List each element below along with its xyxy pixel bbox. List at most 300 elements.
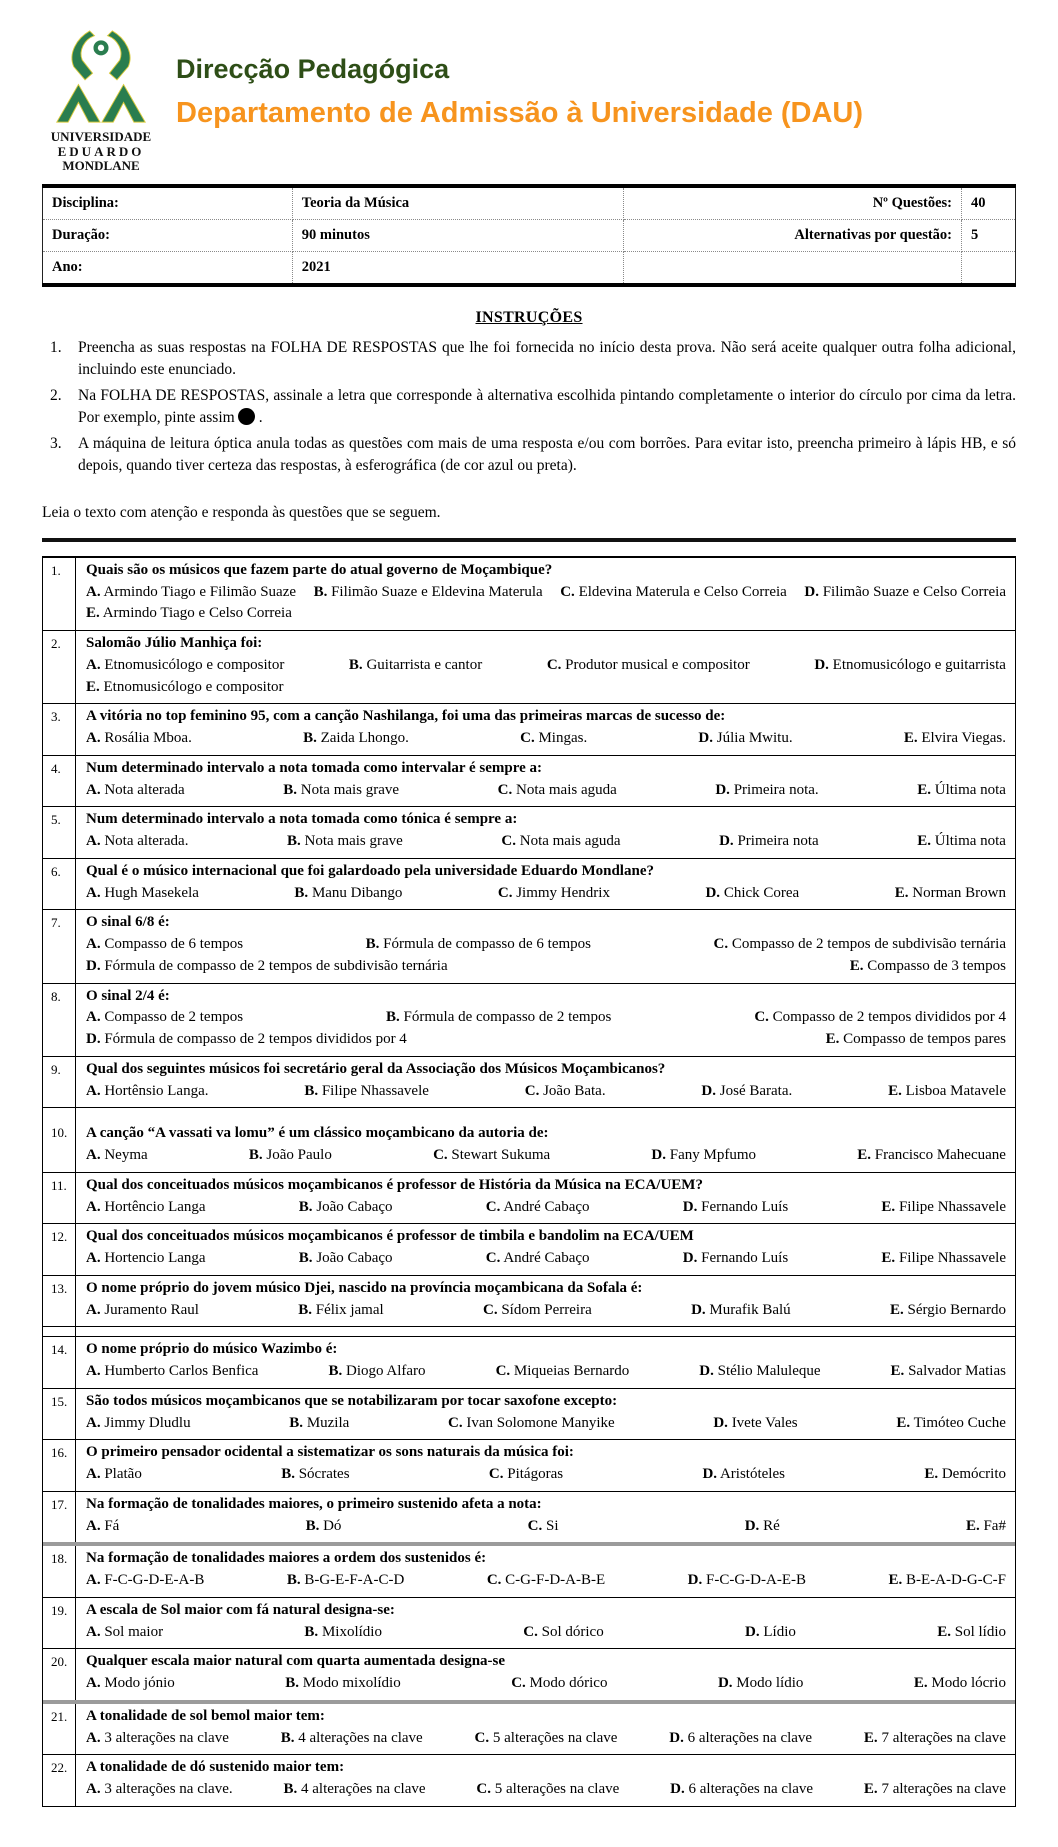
option — [328, 1361, 425, 1383]
option-letter: A. — [86, 1301, 101, 1318]
option — [86, 934, 243, 956]
instruction-item-2 — [42, 385, 1016, 430]
option — [804, 582, 1006, 604]
option-letter: B. — [283, 781, 298, 798]
option-letter: E. — [86, 605, 100, 622]
option-letter: B. — [298, 1301, 313, 1318]
option-text: Filipe Nhassavele — [321, 1082, 429, 1099]
option-letter: C. — [754, 1009, 769, 1026]
option — [498, 883, 610, 905]
option-letter: B. — [304, 1082, 319, 1099]
option-letter: C. — [713, 936, 729, 953]
option-text: Fernando Luís — [701, 1198, 789, 1215]
question-number: 9. — [43, 1057, 76, 1108]
option-text: Elvira Viegas. — [921, 730, 1006, 747]
option — [924, 1464, 1006, 1486]
option-text: Modo lídio — [736, 1675, 804, 1692]
option-text: 3 alterações na clave — [104, 1729, 229, 1746]
question-text: São todos músicos moçambicanos que se notabilizaram por tocar saxofone excepto: — [86, 1392, 618, 1409]
option-text: Ivan Solomone Manyike — [466, 1414, 615, 1431]
option — [714, 934, 1006, 956]
option-text: Etnomusicólogo e compositor — [104, 656, 285, 673]
filled-circle-example-icon — [238, 408, 255, 425]
separator-double-rule — [42, 538, 1016, 542]
question-options — [86, 780, 1006, 802]
option-text: Jimmy Dludlu — [104, 1414, 191, 1431]
uem-logo — [42, 26, 160, 174]
option — [86, 1081, 208, 1103]
option — [284, 1779, 426, 1801]
option — [86, 1248, 206, 1270]
option-letter: C. — [501, 833, 516, 850]
option — [523, 1622, 603, 1644]
instruction-number: 2. — [50, 386, 62, 404]
option-letter: C. — [523, 1623, 538, 1640]
option-letter: E. — [890, 1363, 905, 1380]
option — [86, 1029, 407, 1051]
option — [688, 1570, 806, 1592]
question-row — [43, 1336, 1015, 1388]
option-text: Hortênsio Langa. — [104, 1082, 209, 1099]
option — [857, 1145, 1006, 1167]
option — [86, 1779, 233, 1801]
option-text: Murafik Balú — [709, 1301, 791, 1318]
option-letter: B. — [298, 1250, 313, 1267]
question-body — [76, 910, 1015, 982]
option — [86, 831, 188, 853]
question-body — [76, 1389, 1015, 1440]
option — [864, 1728, 1006, 1750]
option-text: Compasso de 2 tempos divididos por 4 — [772, 1009, 1006, 1026]
option-text: Primeira nota — [737, 833, 819, 850]
option-text: Filipe Nhassavele — [898, 1198, 1006, 1215]
question-number: 3. — [43, 704, 76, 755]
question-number: 2. — [43, 631, 76, 703]
option — [304, 1081, 429, 1103]
option-letter: A. — [86, 1466, 101, 1483]
option — [698, 728, 792, 750]
option — [496, 1361, 630, 1383]
option — [917, 780, 1006, 802]
option — [86, 1197, 206, 1219]
question-body — [76, 1108, 1015, 1172]
question-row — [43, 703, 1015, 755]
option-text: João Cabaço — [316, 1250, 393, 1267]
question-text: Salomão Júlio Manhiça foi: — [86, 635, 263, 652]
option-letter: E. — [924, 1466, 939, 1483]
question-gap-number-cell — [43, 1327, 76, 1336]
option-text: Última nota — [934, 781, 1006, 798]
option — [864, 1779, 1006, 1801]
option-text: Modo jónio — [104, 1675, 175, 1692]
option — [691, 1300, 791, 1322]
option — [560, 582, 787, 604]
option-letter: C. — [527, 1517, 543, 1534]
question-text: A escala de Sol maior com fá natural designa-se: — [86, 1601, 395, 1618]
option-letter: E. — [965, 1517, 980, 1534]
question-row — [43, 1439, 1015, 1491]
question-number: 22. — [43, 1755, 76, 1806]
option — [386, 1007, 611, 1029]
option-letter: B. — [281, 1466, 295, 1483]
question-body — [76, 1057, 1015, 1108]
header-title-departamento-dau: Departamento de Admissão à Universidade (DAU) — [176, 97, 864, 129]
option — [304, 1622, 382, 1644]
option-letter: E. — [889, 1301, 904, 1318]
question-row — [43, 806, 1015, 858]
option-text: Miqueias Bernardo — [513, 1363, 630, 1380]
option — [914, 1673, 1006, 1695]
option-letter: B. — [283, 1781, 298, 1798]
question-options — [86, 1300, 1006, 1322]
question-row — [43, 1700, 1015, 1755]
question-number: 15. — [43, 1389, 76, 1440]
option-text: 6 alterações na clave — [687, 1729, 813, 1746]
option-text: Muzila — [306, 1414, 350, 1431]
question-number: 7. — [43, 910, 76, 982]
option-text: Modo dórico — [529, 1675, 608, 1692]
option-text: Demócrito — [941, 1466, 1006, 1483]
info-value-duracao: 90 minutos — [292, 219, 624, 251]
option-text: Sol dórico — [541, 1623, 604, 1640]
question-gap-body-cell — [76, 1327, 1015, 1336]
option-text: Neyma — [104, 1147, 148, 1164]
option-text: Modo lócrio — [931, 1675, 1006, 1692]
option — [896, 1413, 1006, 1435]
question-row — [43, 909, 1015, 982]
question-number: 4. — [43, 756, 76, 807]
question-body — [76, 1704, 1015, 1755]
option-text: B-G-E-F-A-C-D — [304, 1572, 405, 1589]
question-options — [86, 1464, 1006, 1486]
option-letter: D. — [719, 833, 734, 850]
option-text: Compasso de 2 tempos — [104, 1009, 244, 1026]
option-letter: D. — [745, 1623, 760, 1640]
option — [86, 1570, 204, 1592]
option-letter: D. — [804, 583, 819, 600]
option — [917, 831, 1006, 853]
option-text: Aristóteles — [719, 1466, 785, 1483]
instruction-item-3 — [42, 433, 1016, 478]
option — [86, 1300, 199, 1322]
question-body — [76, 1649, 1015, 1700]
option-text: Ré — [763, 1517, 780, 1534]
question-options — [86, 1728, 1006, 1750]
option-letter: C. — [485, 1198, 501, 1215]
option-letter: B. — [286, 1572, 301, 1589]
option-text: Hugh Masekela — [104, 884, 199, 901]
option-letter: C. — [433, 1147, 448, 1164]
option — [306, 1516, 342, 1538]
option-letter: A. — [86, 1414, 101, 1431]
option-text: Norman Brown — [912, 884, 1006, 901]
option-letter: C. — [524, 1082, 540, 1099]
question-text: Qual dos conceituados músicos moçambicanos é professor de timbila e bandolim na ECA/UEM — [86, 1228, 694, 1245]
option — [86, 677, 284, 699]
option-letter: B. — [289, 1414, 304, 1431]
option — [651, 1145, 756, 1167]
option-letter: A. — [86, 1198, 101, 1215]
option — [528, 1516, 559, 1538]
option-text: 7 alterações na clave — [881, 1781, 1006, 1798]
option-text: Filimão Suaze e Celso Correia — [822, 583, 1006, 600]
option-text: 5 alterações na clave — [494, 1781, 620, 1798]
option — [86, 1516, 119, 1538]
option-letter: C. — [485, 1250, 501, 1267]
option-text: Sídom Perreira — [501, 1301, 592, 1318]
option-text: Guitarrista e cantor — [366, 656, 483, 673]
uem-logo-icon — [54, 26, 148, 128]
option-letter: A. — [86, 1623, 101, 1640]
instructions-heading: INSTRUÇÕES — [475, 309, 583, 327]
question-options — [86, 1007, 1006, 1051]
option-text: Timóteo Cuche — [913, 1414, 1006, 1431]
instruction-number: 3. — [50, 434, 62, 452]
option-letter: C. — [520, 730, 535, 747]
option-text: André Cabaço — [503, 1198, 590, 1215]
instruction-number: 1. — [50, 339, 62, 357]
info-row — [43, 186, 1016, 220]
option-text: Nota mais grave — [304, 833, 403, 850]
question-text: Quais são os músicos que fazem parte do atual governo de Moçambique? — [86, 561, 553, 578]
option-text: Primeira nota. — [733, 781, 819, 798]
question-text: A vitória no top feminino 95, com a canção Nashilanga, foi uma das primeiras marcas de sucesso de: — [86, 708, 726, 725]
option-text: Fórmula de compasso de 2 tempos — [403, 1009, 612, 1026]
option-letter: B. — [348, 656, 363, 673]
option — [525, 1081, 606, 1103]
question-number: 16. — [43, 1440, 76, 1491]
question-options — [86, 1361, 1006, 1383]
option — [486, 1248, 590, 1270]
option — [826, 1029, 1006, 1051]
option-text: Compasso de 3 tempos — [867, 957, 1006, 974]
option-letter: B. — [248, 1147, 263, 1164]
option-text: Juramento Raul — [104, 1301, 199, 1318]
question-body — [76, 756, 1015, 807]
option-letter: E. — [917, 833, 931, 850]
question-options — [86, 1516, 1006, 1538]
question-options — [86, 1197, 1006, 1219]
option — [86, 956, 448, 978]
option — [86, 1622, 163, 1644]
option-text: Fórmula de compasso de 2 tempos de subdivisão ternária — [104, 957, 448, 974]
option-text: Platão — [104, 1466, 142, 1483]
option-letter: A. — [86, 1675, 101, 1692]
option — [86, 728, 192, 750]
question-text: A canção “A vassati va lomu” é um clássico moçambicano da autoria de: — [86, 1125, 549, 1142]
option-text: Hortencio Langa — [104, 1250, 206, 1267]
option-text: Produtor musical e compositor — [565, 656, 750, 673]
question-number: 10. — [43, 1108, 76, 1172]
option — [486, 1197, 590, 1219]
option-letter: D. — [651, 1147, 666, 1164]
question-row — [43, 983, 1015, 1056]
option-text: Jimmy Hendrix — [516, 884, 610, 901]
option-letter: D. — [682, 1250, 698, 1267]
option-letter: E. — [888, 1572, 903, 1589]
option-letter: E. — [937, 1623, 951, 1640]
option — [891, 1361, 1006, 1383]
option-text: C-G-F-D-A-B-E — [505, 1572, 606, 1589]
option — [476, 1779, 619, 1801]
option-text: João Bata. — [543, 1082, 606, 1099]
option-letter: A. — [86, 1517, 101, 1534]
option-letter: E. — [863, 1781, 878, 1798]
question-options — [86, 1570, 1006, 1592]
question-text: O sinal 2/4 é: — [86, 987, 170, 1004]
question-number: 17. — [43, 1492, 76, 1543]
option-text: Lídio — [763, 1623, 796, 1640]
option — [966, 1516, 1006, 1538]
option-text: Pitágoras — [507, 1466, 564, 1483]
option — [433, 1145, 550, 1167]
option — [289, 1413, 349, 1435]
option-letter: C. — [497, 884, 513, 901]
option — [904, 728, 1006, 750]
option-letter: B. — [313, 583, 328, 600]
option — [86, 1728, 229, 1750]
option-text: 5 alterações na clave — [492, 1729, 618, 1746]
option-text: Eldevina Materula e Celso Correia — [578, 583, 787, 600]
question-text: Qual dos seguintes músicos foi secretário geral da Associação dos Músicos Moçambicanos? — [86, 1060, 666, 1077]
option — [888, 1570, 1006, 1592]
option — [281, 1728, 423, 1750]
info-value-num-questoes: 40 — [962, 186, 1016, 220]
option — [683, 1248, 788, 1270]
info-value-alternativas: 5 — [962, 219, 1016, 251]
option-letter: E. — [86, 678, 100, 695]
option — [285, 1673, 400, 1695]
option — [298, 1300, 383, 1322]
info-label-duracao: Duração: — [43, 219, 293, 251]
question-options — [86, 1779, 1006, 1801]
option — [702, 1464, 785, 1486]
option-letter: E. — [863, 1729, 878, 1746]
info-value-disciplina: Teoria da Música — [292, 186, 624, 220]
option-letter: E. — [881, 1198, 896, 1215]
option-text: Si — [545, 1517, 559, 1534]
option-letter: A. — [86, 1250, 101, 1267]
question-row — [43, 1223, 1015, 1275]
option-letter: A. — [86, 1363, 101, 1380]
option-text: Modo mixolídio — [302, 1675, 401, 1692]
question-body — [76, 1492, 1015, 1543]
question-row — [43, 1275, 1015, 1327]
option-letter: B. — [294, 884, 309, 901]
info-value-ano: 2021 — [292, 251, 624, 285]
question-body — [76, 1598, 1015, 1649]
question-number: 5. — [43, 807, 76, 858]
question-row — [43, 1754, 1015, 1806]
option-letter: E. — [857, 1147, 871, 1164]
question-body — [76, 1224, 1015, 1275]
option — [745, 1622, 796, 1644]
option-letter: D. — [744, 1517, 760, 1534]
option-text: Mixolídio — [321, 1623, 382, 1640]
question-text: O primeiro pensador ocidental a sistematizar os sons naturais da música foi: — [86, 1444, 574, 1461]
question-gap-row — [43, 1326, 1015, 1336]
option-letter: B. — [304, 1623, 319, 1640]
question-row — [43, 1542, 1015, 1597]
option-text: Compasso de 2 tempos de subdivisão ternária — [731, 936, 1006, 953]
option-text: Rosália Mboa. — [104, 730, 192, 747]
question-number: 8. — [43, 984, 76, 1056]
question-options — [86, 1081, 1006, 1103]
option-text: Compasso de 6 tempos — [104, 936, 244, 953]
instruction-text — [78, 385, 1016, 430]
option — [249, 1145, 332, 1167]
instruction-text-after-dot: . — [258, 409, 263, 427]
option-text: Stewart Sukuma — [451, 1147, 551, 1164]
option-text: João Cabaço — [316, 1198, 393, 1215]
question-body — [76, 984, 1015, 1056]
option — [888, 1081, 1006, 1103]
option-text: Ivete Vales — [731, 1414, 798, 1431]
option-letter: C. — [560, 583, 575, 600]
option-text: Félix jamal — [315, 1301, 384, 1318]
option-letter: D. — [814, 656, 829, 673]
question-number: 12. — [43, 1224, 76, 1275]
option-letter: D. — [705, 884, 721, 901]
option-letter: C. — [497, 781, 513, 798]
question-body — [76, 1173, 1015, 1224]
question-row — [43, 1648, 1015, 1700]
option-text: Francisco Mahecuane — [874, 1147, 1006, 1164]
option-letter: D. — [670, 1781, 685, 1798]
option — [281, 1464, 349, 1486]
question-options — [86, 831, 1006, 853]
option-letter: B. — [386, 1009, 400, 1026]
option-text: Hortêncio Langa — [104, 1198, 206, 1215]
option — [547, 655, 750, 677]
questions-table — [42, 556, 1016, 1807]
option — [705, 883, 799, 905]
option — [745, 1516, 780, 1538]
question-number: 1. — [43, 558, 76, 630]
option-text: Dó — [323, 1517, 342, 1534]
question-options — [86, 655, 1006, 699]
info-label-disciplina: Disciplina: — [43, 186, 293, 220]
option-letter: A. — [86, 936, 101, 953]
question-text: Na formação de tonalidades maiores, o primeiro sustenido afeta a nota: — [86, 1495, 542, 1512]
option-text: Nota alterada — [104, 781, 185, 798]
question-row — [43, 1597, 1015, 1649]
option-text: Nota mais aguda — [519, 833, 621, 850]
option — [489, 1464, 563, 1486]
option-letter: A. — [86, 1781, 101, 1798]
option — [86, 1413, 191, 1435]
question-text: Qual dos conceituados músicos moçambicanos é professor de História da Música na ECA/UEM? — [86, 1176, 703, 1193]
option-letter: C. — [476, 1781, 492, 1798]
option-text: 4 alterações na clave — [298, 1729, 423, 1746]
option-letter: D. — [687, 1572, 703, 1589]
option-text: Chick Corea — [723, 884, 800, 901]
info-label-empty — [624, 251, 962, 285]
option — [86, 883, 199, 905]
option-letter: D. — [701, 1082, 717, 1099]
option-text: 4 alterações na clave — [301, 1781, 426, 1798]
option-letter: D. — [715, 781, 730, 798]
question-row — [43, 1107, 1015, 1172]
option — [814, 655, 1006, 677]
question-text: O nome próprio do jovem músico Djei, nascido na província moçambicana da Sofala é: — [86, 1279, 643, 1296]
option-letter: E. — [913, 1675, 928, 1692]
option — [366, 934, 591, 956]
header-titles — [176, 26, 863, 130]
question-number: 19. — [43, 1598, 76, 1649]
info-row — [43, 251, 1016, 285]
instruction-text: A máquina de leitura óptica anula todas as questões com mais de uma resposta e/ou com borrões. Para evitar isto, preencha primeiro à lápis HB, e só depois, quando tiver certeza das respostas, à esferográfica (de cor azul ou preta). — [78, 434, 1016, 475]
